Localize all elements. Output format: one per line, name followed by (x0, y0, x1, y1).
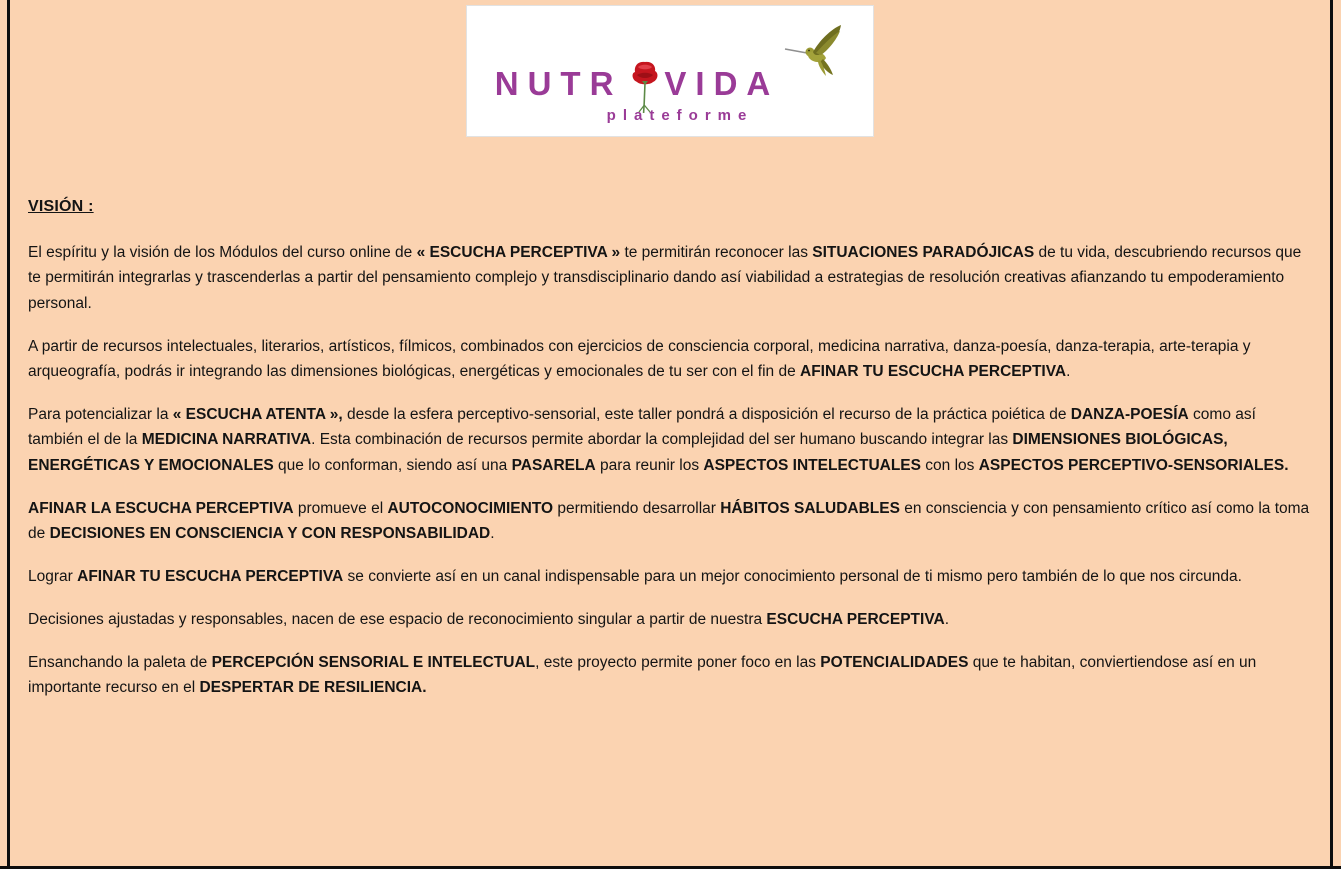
text-run: se convierte así en un canal indispensable para un mejor conocimiento personal de ti mismo pero también de lo que nos circunda. (343, 568, 1242, 586)
text-run-bold: DECISIONES EN CONSCIENCIA Y CON RESPONSABILIDAD (49, 525, 491, 543)
main-content (28, 198, 1313, 718)
logo-wordmark (495, 33, 846, 100)
logo-inner (467, 6, 873, 136)
text-run: te permitirán reconocer las (620, 244, 813, 261)
text-run-bold: HÁBITOS SALUDABLES (720, 499, 900, 517)
paragraph (28, 402, 1313, 478)
text-run-bold: PASARELA (511, 456, 596, 474)
rose-icon (628, 59, 662, 121)
text-run: con los (921, 456, 979, 474)
hummingbird-icon (783, 23, 845, 81)
text-run-bold: SITUACIONES PARADÓJICAS (812, 244, 1035, 261)
text-run: . (490, 525, 495, 543)
text-run-bold: DIMENSIONES BIOLÓGICAS, ENERGÉTICAS Y EMOCIONALES (28, 431, 1228, 474)
text-run: que lo conforman, siendo así una (273, 456, 512, 474)
text-run: . (1066, 363, 1071, 381)
nutrivida-logo (466, 5, 874, 137)
right-border-rule (1330, 0, 1333, 869)
text-run-bold: AFINAR TU ESCUCHA PERCEPTIVA (77, 568, 344, 586)
text-run: promueve el (293, 499, 388, 517)
text-run: como así también el de la (28, 406, 1256, 449)
text-run-bold: ESCUCHA PERCEPTIVA (766, 610, 945, 628)
text-run-bold: « ESCUCHA ATENTA », (172, 406, 343, 424)
text-run: que te habitan, conviertiendose así en un importante recurso en el (28, 653, 1257, 697)
text-run-bold: PERCEPCIÓN SENSORIAL E INTELECTUAL (211, 653, 536, 671)
text-run: Ensanchando la paleta de (28, 653, 212, 671)
logo-word-vida: VIDA (664, 64, 780, 102)
text-run-bold: DANZA-POESÍA (1070, 406, 1189, 424)
text-run: El espíritu y la visión de los Módulos del curso online de (28, 244, 417, 261)
text-run-bold: AUTOCONOCIMIENTO (387, 499, 554, 517)
text-run: para reunir los (595, 456, 704, 474)
paragraph (28, 240, 1313, 316)
paragraphs (28, 240, 1313, 701)
vision-heading: VISIÓN : (28, 198, 94, 215)
logo-word-nutr: NUTR (494, 64, 623, 102)
text-run: en consciencia y con pensamiento crítico así como la toma de (28, 499, 1310, 543)
text-run: Lograr (28, 568, 78, 586)
text-run-bold: MEDICINA NARRATIVA (141, 431, 312, 449)
left-border-rule (7, 0, 10, 869)
text-run: de tu vida, descubriendo recursos que te permitirán integrarlas y trascenderlas a partir del pensamiento complejo y transdisciplinario dando así viabilidad a estrategias de resolución creativas afianzando tu empoderamiento personal. (28, 244, 1302, 312)
text-run-bold: ASPECTOS INTELECTUALES (703, 456, 921, 474)
text-run-bold: ASPECTOS PERCEPTIVO-SENSORIALES. (978, 456, 1289, 474)
text-run: . Esta combinación de recursos permite abordar la complejidad del ser humano buscando integrar las (311, 431, 1013, 449)
text-run-bold: « ESCUCHA PERCEPTIVA » (416, 244, 621, 261)
text-run: . (944, 610, 950, 628)
paragraph (28, 564, 1313, 589)
text-run: , este proyecto permite poner foco en las (535, 653, 821, 671)
text-run-bold: POTENCIALIDADES (820, 653, 969, 671)
paragraph (28, 496, 1313, 547)
logo-subtitle: plateforme (606, 106, 754, 124)
text-run: A partir de recursos intelectuales, literarios, artísticos, fílmicos, combinados con ejercicios de consciencia corporal, medicina narrativa, danza-poesía, danza-terapia, arte-terapia y arqueografía, podrás ir integrando las dimensiones biológicas, energéticas y emocionales de tu ser con el fin de (28, 337, 1251, 381)
text-run-bold: AFINAR LA ESCUCHA PERCEPTIVA (28, 499, 294, 517)
paragraph (28, 650, 1313, 701)
paragraph (28, 607, 1313, 632)
text-run: permitiendo desarrollar (553, 499, 721, 517)
paragraph (28, 334, 1313, 385)
text-run-bold: DESPERTAR DE RESILIENCIA. (199, 679, 427, 697)
text-run: desde la esfera perceptivo-sensorial, este taller pondrá a disposición el recurso de la práctica poiética de (342, 406, 1071, 424)
text-run: Decisiones ajustadas y responsables, nacen de ese espacio de reconocimiento singular a partir de nuestra (28, 610, 767, 628)
text-run-bold: AFINAR TU ESCUCHA PERCEPTIVA (800, 363, 1067, 381)
text-run: Para potencializar la (28, 406, 173, 424)
